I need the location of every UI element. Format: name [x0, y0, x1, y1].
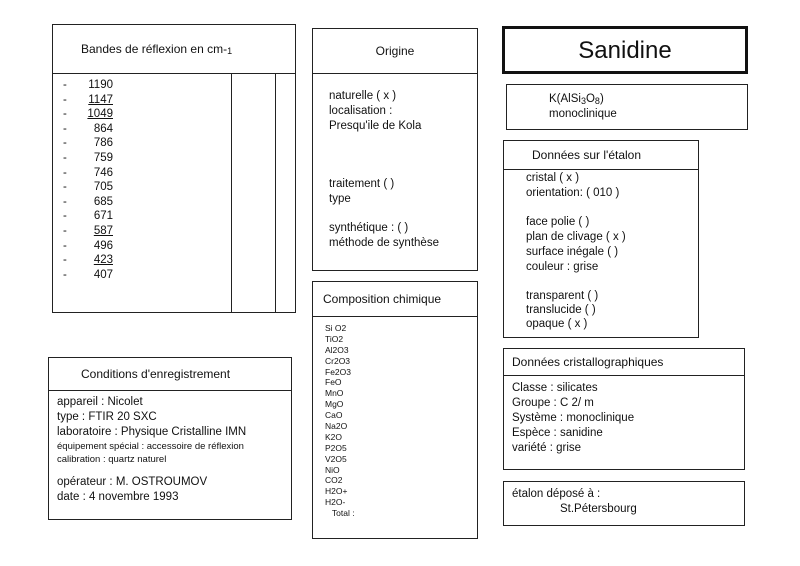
cristallo-systeme: Système : monoclinique — [512, 412, 635, 424]
reflection-bands-title-exponent: 1 — [227, 46, 233, 56]
conditions-appareil: appareil : Nicolet — [57, 396, 143, 408]
chemical-composition-title: Composition chimique — [323, 292, 442, 306]
origin-localisation-label: localisation : — [329, 105, 393, 117]
band-dash: - — [63, 268, 67, 281]
band-value: 1147 — [88, 93, 113, 106]
band-value: 423 — [93, 254, 113, 267]
composition-item: H2O+ — [325, 486, 348, 497]
band-dash: - — [63, 195, 67, 208]
mineral-system: monoclinique — [549, 108, 617, 120]
composition-item: V2O5 — [325, 453, 347, 464]
reflection-band-row — [63, 167, 113, 182]
reflection-band-row — [63, 254, 113, 269]
conditions-laboratoire: laboratoire : Physique Cristalline IMN — [57, 426, 247, 438]
sample-face-polie: face polie ( ) — [526, 216, 590, 228]
reflection-bands-header — [53, 25, 295, 74]
band-value: 746 — [93, 166, 113, 179]
conditions-equipement: équipement spécial : accessoire de réflexion — [57, 441, 244, 452]
band-value: 407 — [93, 268, 113, 281]
origin-title: Origine — [375, 44, 415, 58]
band-value: 671 — [93, 210, 113, 223]
origin-synthetique: synthétique : ( ) — [329, 222, 409, 234]
origin-type: type — [329, 193, 351, 205]
reflection-band-row — [63, 196, 113, 211]
deposit-location: St.Pétersbourg — [560, 503, 637, 515]
composition-item: K2O — [325, 431, 343, 442]
composition-item: Fe2O3 — [325, 366, 351, 377]
reflection-band-row — [63, 181, 113, 196]
reflection-band-row — [63, 137, 113, 152]
formula-panel — [506, 84, 748, 130]
reflection-bands-list — [63, 79, 113, 283]
composition-item: FeO — [325, 377, 342, 388]
composition-item: CaO — [325, 410, 343, 421]
band-value: 587 — [93, 224, 113, 237]
band-dash: - — [63, 137, 67, 150]
band-dash: - — [63, 181, 67, 194]
column-divider — [275, 73, 276, 312]
reflection-band-row — [63, 225, 113, 240]
band-dash: - — [63, 122, 67, 135]
cristallo-espece: Espèce : sanidine — [512, 427, 603, 439]
band-value: 1190 — [88, 79, 113, 91]
mineral-formula: K(AlSi3O8) — [549, 93, 604, 106]
sample-plan-clivage: plan de clivage ( x ) — [526, 231, 626, 243]
crystallographic-data-panel — [503, 348, 745, 470]
origin-header — [313, 29, 477, 74]
composition-item: MgO — [325, 399, 344, 410]
conditions-calibration: calibration : quartz naturel — [57, 454, 167, 465]
reflection-bands-panel — [52, 24, 296, 313]
mineral-name: Sanidine — [578, 37, 672, 64]
recording-conditions-title: Conditions d'enregistrement — [81, 367, 231, 381]
band-dash: - — [63, 166, 67, 179]
band-value: 685 — [93, 195, 113, 208]
band-value: 1049 — [87, 108, 113, 121]
band-dash: - — [63, 93, 67, 106]
reflection-band-row — [63, 152, 113, 167]
origin-methode: méthode de synthèse — [329, 237, 439, 249]
sample-surface: surface inégale ( ) — [526, 246, 619, 258]
origin-naturelle: naturelle ( x ) — [329, 90, 397, 102]
composition-item: Na2O — [325, 421, 348, 432]
sample-opaque: opaque ( x ) — [526, 318, 588, 330]
band-value: 786 — [93, 137, 113, 150]
cristallo-classe: Classe : silicates — [512, 382, 598, 394]
composition-item: Si O2 — [325, 323, 347, 333]
sample-data-title: Données sur l'étalon — [532, 148, 642, 162]
band-value: 864 — [93, 122, 113, 135]
reflection-band-row — [63, 108, 113, 123]
sample-cristal: cristal ( x ) — [526, 172, 580, 184]
composition-item: TiO2 — [325, 333, 344, 344]
conditions-type: type : FTIR 20 SXC — [57, 411, 157, 423]
band-dash: - — [63, 224, 67, 237]
band-dash: - — [63, 239, 67, 252]
composition-item: MnO — [325, 388, 344, 399]
composition-item: P2O5 — [325, 442, 347, 453]
mineral-title-box — [502, 26, 748, 74]
band-value: 705 — [93, 181, 113, 194]
sample-transparent: transparent ( ) — [526, 290, 599, 302]
sample-couleur: couleur : grise — [526, 261, 599, 273]
cristallo-variete: variété : grise — [512, 442, 582, 454]
reflection-band-row — [63, 210, 113, 225]
band-value: 496 — [93, 239, 113, 252]
conditions-date: date : 4 novembre 1993 — [57, 491, 179, 503]
conditions-operateur: opérateur : M. OSTROUMOV — [57, 476, 208, 488]
recording-conditions-panel — [48, 357, 292, 520]
reflection-band-row — [63, 240, 113, 255]
crystallographic-data-title: Données cristallographiques — [512, 355, 664, 369]
reflection-band-row — [63, 123, 113, 138]
reflection-band-row — [63, 94, 113, 109]
crystallographic-data-header — [504, 349, 744, 376]
band-dash: - — [63, 210, 67, 223]
origin-localisation-value: Presqu'ile de Kola — [329, 120, 422, 132]
deposit-label: étalon déposé à : — [512, 488, 601, 500]
column-divider — [231, 73, 232, 312]
cristallo-groupe: Groupe : C 2/ m — [512, 397, 594, 409]
sample-translucide: translucide ( ) — [526, 304, 596, 316]
sample-data-panel — [503, 140, 699, 338]
composition-item: Al2O3 — [325, 344, 349, 355]
chemical-composition-panel — [312, 281, 478, 539]
origin-traitement: traitement ( ) — [329, 178, 395, 190]
band-value: 759 — [93, 151, 113, 164]
composition-item: NiO — [325, 464, 340, 475]
band-dash: - — [63, 79, 67, 91]
composition-item: H2O- — [325, 497, 346, 508]
composition-item: Cr2O3 — [325, 355, 351, 366]
origin-panel — [312, 28, 478, 271]
band-dash: - — [63, 151, 67, 164]
sample-orientation: orientation: ( 010 ) — [526, 187, 620, 199]
composition-item: CO2 — [325, 475, 343, 486]
deposit-panel — [503, 481, 745, 526]
reflection-band-row — [63, 269, 113, 284]
sample-data-header — [504, 141, 698, 170]
band-dash: - — [63, 108, 67, 121]
band-dash: - — [63, 254, 67, 267]
recording-conditions-header — [49, 358, 291, 391]
chemical-composition-header — [313, 282, 477, 317]
reflection-bands-title: Bandes de réflexion en cm- — [81, 42, 228, 56]
reflection-band-row — [63, 79, 113, 94]
composition-item: Total : — [325, 508, 355, 519]
chemical-composition-list — [325, 323, 355, 519]
